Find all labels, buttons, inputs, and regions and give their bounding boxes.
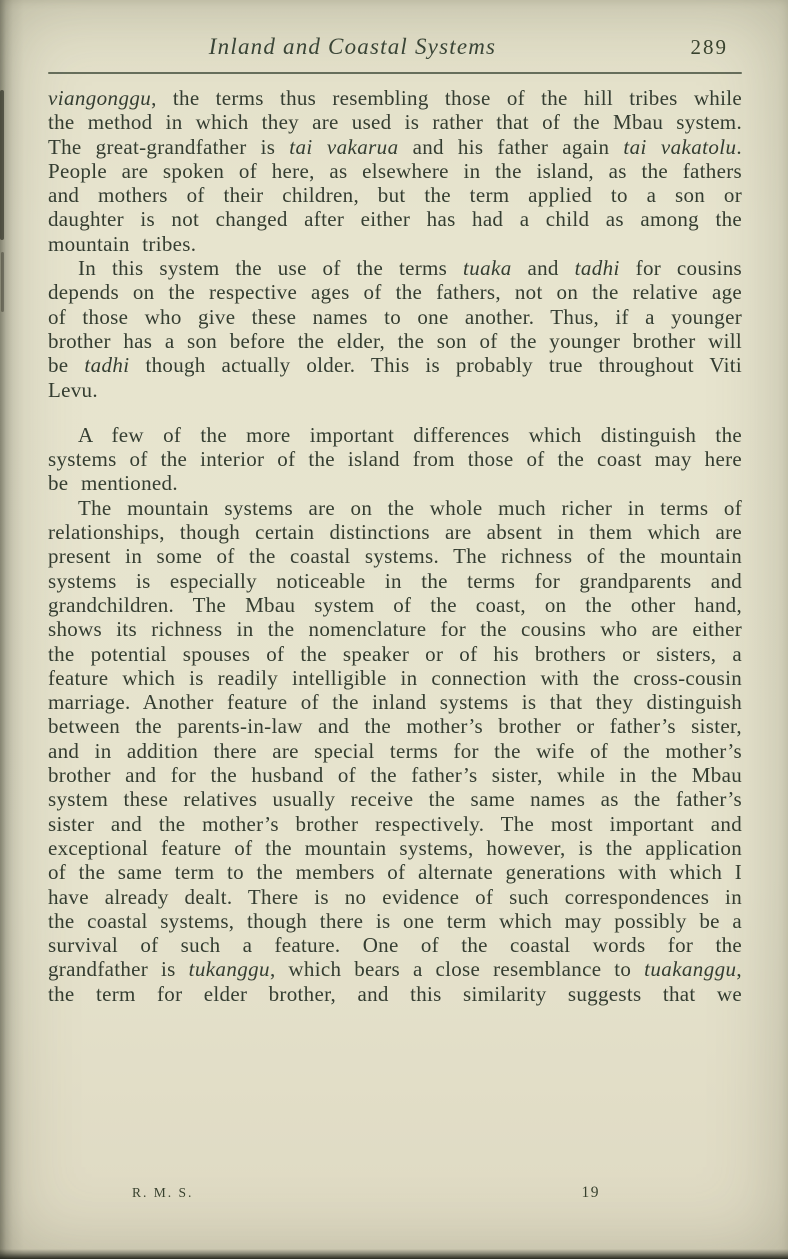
signature-number: 19 — [581, 1184, 600, 1201]
paragraph — [48, 86, 742, 256]
printer-signature: R. M. S. — [132, 1185, 194, 1200]
text-run: A few of the more important differences which distinguish the systems of the interior of the island from those of the coast may here be mentioned. — [48, 422, 742, 496]
text-run: and his father again — [398, 134, 624, 159]
text-run: The mountain systems are on the whole much richer in terms of relationships, though certain distinctions are absent in them which are present in some of the coastal systems. The richness of the mountain systems is especially noticeable in the terms for grandparents and grandchildren. The Mbau system of the coast, on the other hand, shows its richness in the nomenclature for the cousins who are either the potential spouses of the speaker or of his brothers or sisters, a feature which is readily intelligible in connection with the cross-cousin marriage. Another feature of the inland systems is that they distinguish between the parents-in-law and the mother’s brother or father’s sister, and in addition there are special terms for the wife of the mother’s brother and for the husband of the father’s sister, while in the Mbau system these relatives usually receive the same names as the father’s sister and the mother’s brother respectively. The most important and exceptional feature of the mountain systems, however, is the application of the same term to the members of alternate generations with which I have already dealt. There is no evidence of such correspondences in the coastal systems, though there is one term which may possibly be a survival of such a feature. One of the coastal words for the grandfather is — [48, 495, 742, 982]
page-number: 289 — [690, 35, 728, 59]
page-content — [48, 34, 742, 1201]
text-run: for cousins depends on the respective ages of the fathers, not on the relative age of those who give these names to one another. Thus, if a younger brother has a son before the elder, the son of the younger brother will be — [48, 256, 742, 378]
native-term: tai vakarua — [289, 134, 399, 159]
scan-artifact — [0, 90, 4, 240]
paragraph — [48, 423, 742, 496]
native-term: tuakanggu — [644, 957, 737, 982]
native-term: tadhi — [84, 353, 130, 378]
binding-shadow — [0, 0, 24, 1259]
paragraph — [48, 496, 742, 1006]
native-term: tuaka — [462, 256, 512, 281]
native-term: tadhi — [574, 256, 620, 281]
scan-artifact — [1, 252, 4, 312]
native-term: tukanggu — [188, 957, 270, 982]
text-run: In this system the use of the terms — [78, 256, 463, 281]
paragraph — [48, 256, 742, 402]
native-term: tai vakatolu — [623, 134, 737, 159]
text-run: though actually older. This is probably true throughout Viti Levu. — [48, 353, 742, 402]
body-text — [48, 86, 742, 1148]
header-rule — [48, 72, 742, 74]
page-edge-shadow — [0, 1249, 788, 1259]
page-footer — [96, 1184, 696, 1202]
native-term: viangonggu — [48, 86, 152, 110]
text-run: , the term for elder brother, and this similarity suggests that we — [48, 957, 742, 1006]
text-run: , which bears a close resemblance to — [269, 957, 645, 982]
text-run: , the terms thus resembling those of the hill tribes while the method in which they are used is rather that of the Mbau system. The great-grandfather is — [48, 86, 742, 159]
running-header — [48, 34, 742, 72]
page-title: Inland and Coastal Systems — [208, 34, 497, 59]
text-run: . People are spoken of here, as elsewhere in the island, as the fathers and mothers of their children, but the term applied to a son or daughter is not changed after either has had a child as among the mountain tribes. — [48, 134, 742, 256]
text-run: and — [511, 256, 575, 281]
